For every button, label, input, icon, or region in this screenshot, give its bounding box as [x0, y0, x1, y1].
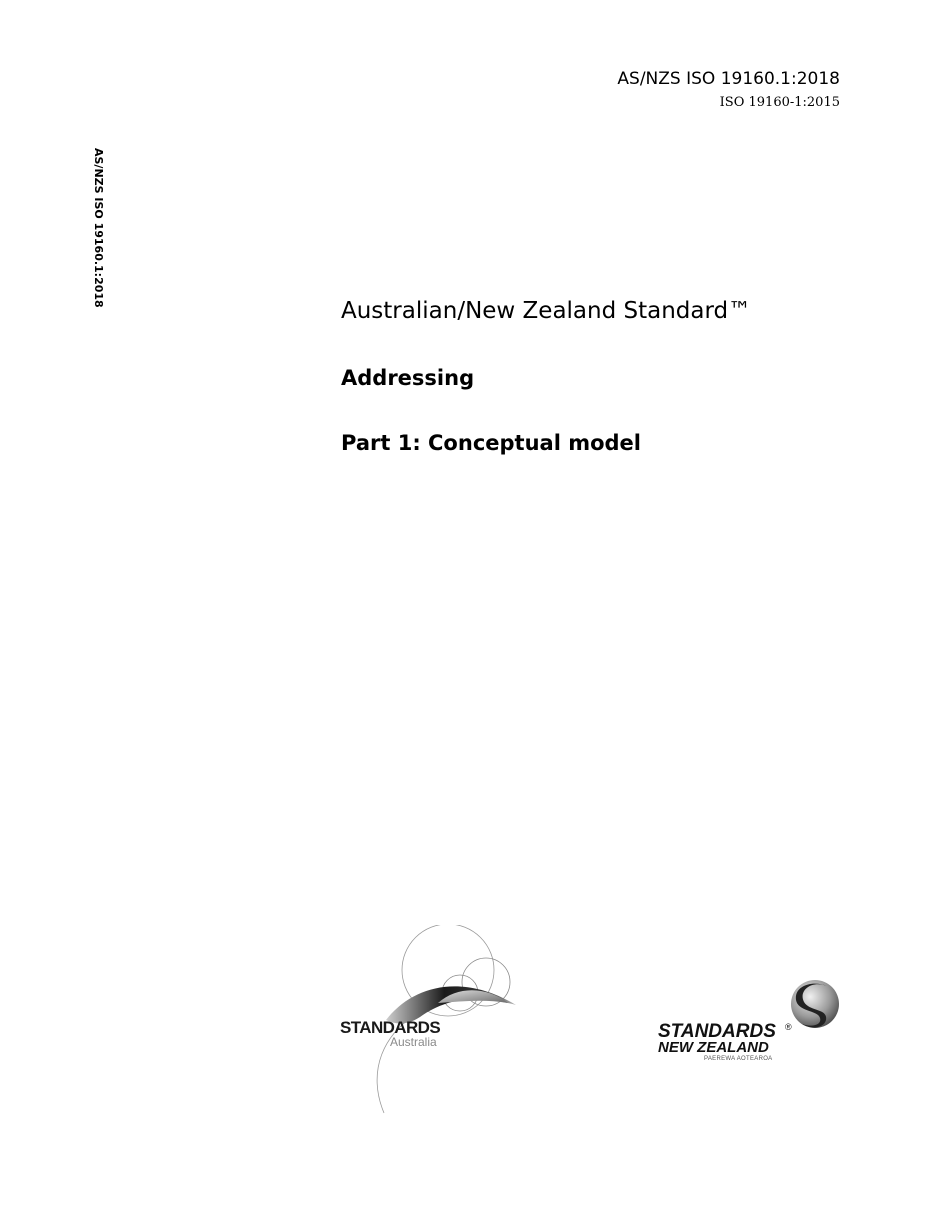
document-part-title: Part 1: Conceptual model	[341, 431, 641, 455]
standard-type: Australian/New Zealand Standard™	[341, 298, 752, 324]
iso-code-header: ISO 19160-1:2015	[719, 95, 840, 110]
spine-label	[88, 148, 106, 308]
snz-registered-mark: ®	[785, 1022, 792, 1032]
standard-code-header: AS/NZS ISO 19160.1:2018	[617, 69, 840, 89]
snz-word3: PAEREWA AOTEAROA	[704, 1056, 773, 1062]
document-title: Addressing	[341, 366, 475, 390]
snz-word1: STANDARDS	[658, 1021, 776, 1042]
standards-nz-s-sphere-icon	[791, 980, 839, 1028]
snz-word2: NEW ZEALAND	[658, 1039, 769, 1056]
spine-text: AS/NZS ISO 19160.1:2018	[92, 148, 105, 308]
standards-australia-word2: Australia	[390, 1035, 437, 1049]
standards-australia-word1: STANDARDS	[340, 1018, 441, 1037]
standards-australia-logo	[338, 925, 538, 1115]
standards-new-zealand-logo	[652, 978, 847, 1063]
